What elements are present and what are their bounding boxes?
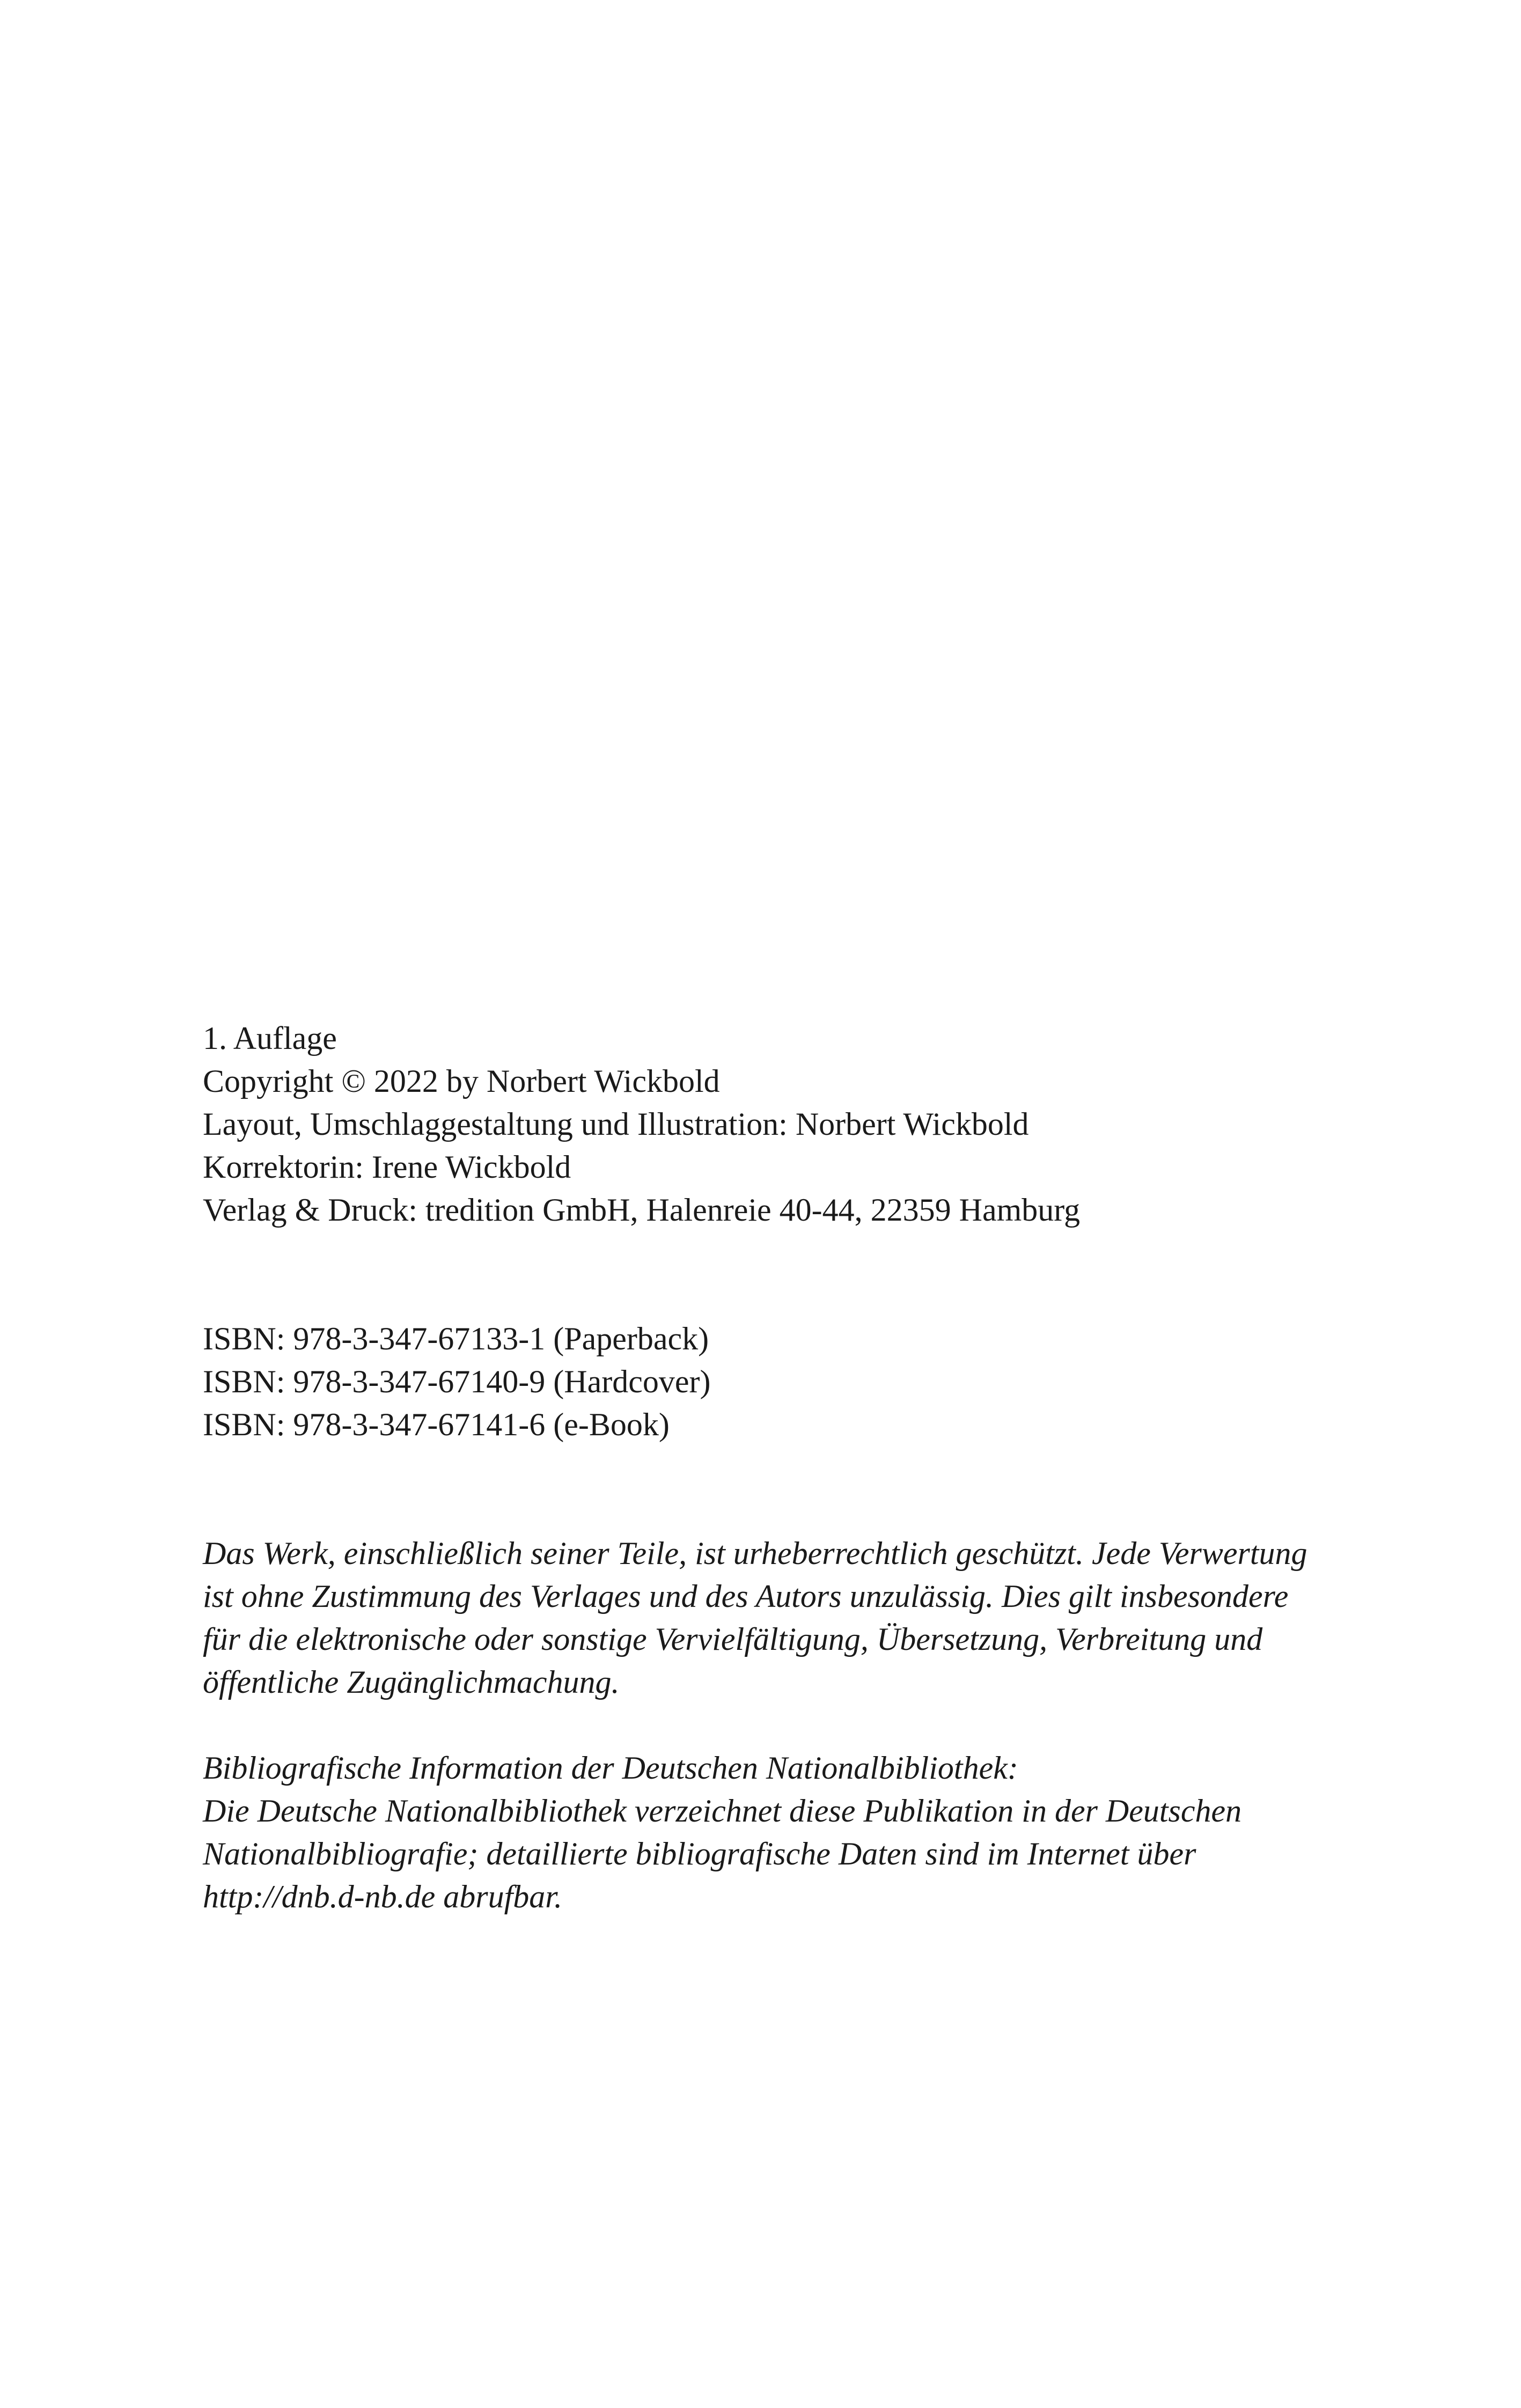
spacer (203, 1231, 1383, 1317)
layout-credit-line: Layout, Umschlaggestaltung und Illustration: Norbert Wickbold (203, 1106, 1029, 1142)
bibliographic-heading: Bibliografische Information der Deutschen Nationalbibliothek: (203, 1750, 1018, 1786)
bibliographic-line: Die Deutsche Nationalbibliothek verzeichnet diese Publikation in der Deutschen (203, 1793, 1242, 1829)
bibliographic-information (203, 1746, 1383, 1918)
publisher-line: Verlag & Druck: tredition GmbH, Halenreie 40-44, 22359 Hamburg (203, 1192, 1081, 1228)
rights-notice-line: Das Werk, einschließlich seiner Teile, ist urheberrechtlich geschützt. Jede Verwertung (203, 1536, 1307, 1571)
isbn-hardcover: ISBN: 978-3-347-67140-9 (Hardcover) (203, 1364, 711, 1399)
isbn-list (203, 1317, 1383, 1446)
isbn-ebook: ISBN: 978-3-347-67141-6 (e-Book) (203, 1407, 670, 1442)
spacer (203, 1446, 1383, 1532)
rights-notice-line: ist ohne Zustimmung des Verlages und des Autors unzulässig. Dies gilt insbesondere (203, 1579, 1289, 1614)
rights-notice-line: öffentliche Zugänglichmachung. (203, 1664, 620, 1700)
imprint-block (203, 1017, 1383, 1918)
bibliographic-url-line: http://dnb.d-nb.de abrufbar. (203, 1879, 562, 1914)
edition-line: 1. Auflage (203, 1021, 337, 1056)
rights-notice-line: für die elektronische oder sonstige Vervielfältigung, Übersetzung, Verbreitung und (203, 1621, 1263, 1657)
proofreader-line: Korrektorin: Irene Wickbold (203, 1149, 571, 1185)
spacer (203, 1704, 1383, 1746)
rights-notice (203, 1532, 1383, 1704)
bibliographic-line: Nationalbibliografie; detaillierte bibliografische Daten sind im Internet über (203, 1836, 1196, 1871)
isbn-paperback: ISBN: 978-3-347-67133-1 (Paperback) (203, 1321, 709, 1356)
publication-details (203, 1017, 1383, 1231)
copyright-line: Copyright © 2022 by Norbert Wickbold (203, 1063, 720, 1099)
